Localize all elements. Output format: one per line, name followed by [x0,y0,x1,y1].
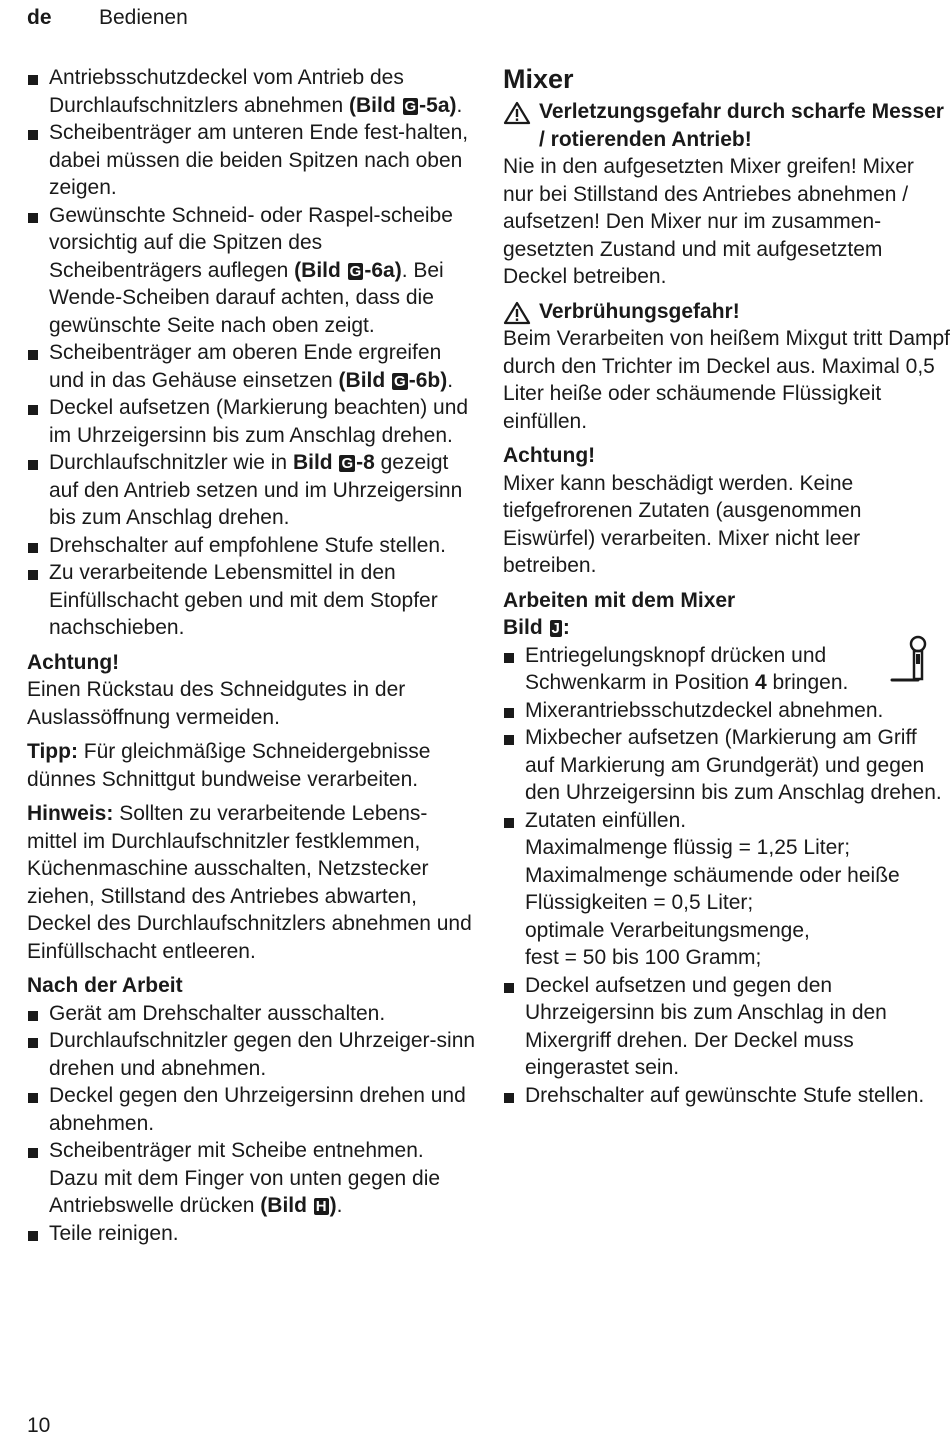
list-item: Deckel aufsetzen (Markierung beachten) und im Uhrzeigersinn bis zum Anschlag drehen. [27,394,477,449]
figure-reference: (Bild G -6a) [294,258,402,282]
tip-text: Für gleichmäßige Schneidergebnisse dünnes Schnittgut bundweise verarbeiten. [27,740,431,791]
hint-label: Hinweis: [27,802,114,825]
tip-note [27,738,477,793]
list-item: Mixerantriebsschutzdeckel abnehmen. [503,697,950,725]
hint-note [27,800,477,965]
achtung-text-right: Mixer kann beschädigt werden. Keine tiefgefrorenen Zutaten (ausgenommen Eiswürfel) verarbeiten. Mixer nicht leer betreiben. [503,471,862,577]
tip-label: Tipp: [27,740,78,763]
list-item: Deckel aufsetzen und gegen den Uhrzeigersinn bis zum Anschlag in den Mixergriff drehen. Der Deckel muss eingerastet sein. [503,972,950,1082]
warning-scald-title: Verbrühungsgefahr! [503,298,950,326]
list-item: Teile reinigen. [27,1220,477,1248]
after-work-list [27,1000,477,1248]
figure-letter-badge: G [394,372,406,390]
list-item: Durchlaufschnitzler gegen den Uhrzeiger-sinn drehen und abnehmen. [27,1027,477,1082]
list-item: Zu verarbeitende Lebensmittel in den Einfüllschacht geben und mit dem Stopfer nachschieben. [27,559,477,642]
achtung-text: Einen Rückstau des Schneidgutes in der Auslassöffnung vermeiden. [27,678,406,729]
list-item: Gewünschte Schneid- oder Raspel-scheibe vorsichtig auf die Spitzen des Scheibenträgers auflegen (Bild G -6a). Bei Wende-Scheiben darauf achten, dass die gewünschte Seite nach oben zeigt. [27,202,477,340]
list-item: Drehschalter auf empfohlene Stufe stellen. [27,532,477,560]
mixer-heading: Mixer [503,64,574,94]
after-work-title: Nach der Arbeit [27,974,183,997]
figure-reference: (Bild G -5a) [349,93,457,117]
figure-reference: (Bild G -6b) [338,368,448,392]
warning-triangle-icon [503,101,531,125]
figure-letter-badge: G [404,97,417,115]
figure-letter-badge: G [349,262,362,280]
list-item: Scheibenträger am oberen Ende ergreifen und in das Gehäuse einsetzen (Bild G -6b). [27,339,477,394]
page-number: 10 [27,1414,51,1437]
figure-reference: (Bild H ) [260,1194,337,1217]
list-item: Deckel gegen den Uhrzeigersinn drehen und abnehmen. [27,1082,477,1137]
working-with-mixer-section [503,587,950,1110]
list-item: Entriegelungsknopf drücken und Schwenkarm in Position 4 bringen. [503,642,950,697]
achtung-note-right [503,442,950,580]
list-item: Zutaten einfüllen. Maximalmenge flüssig = 1,25 Liter; Maximalmenge schäumende oder heiße Flüssigkeiten = 0,5 Liter; optimale Verarbeitungsmenge, fest = 50 bis 100 Gramm; [503,807,950,972]
right-column [503,64,950,1109]
list-item: Gerät am Drehschalter ausschalten. [27,1000,477,1028]
list-item: Scheibenträger mit Scheibe entnehmen. Dazu mit dem Finger von unten gegen die Antriebswelle drücken (Bild H ). [27,1137,477,1220]
figure-reference: Bild J : [503,616,570,639]
list-item: Scheibenträger am unteren Ende fest-halten, dabei müssen die beiden Spitzen nach oben zeigen. [27,119,477,202]
figure-reference: Bild G -8 [292,451,375,474]
left-column [27,64,477,1247]
list-item: Antriebsschutzdeckel vom Antrieb des Durchlaufschnitzlers abnehmen (Bild G -5a). [27,64,477,119]
working-with-mixer-title: Arbeiten mit dem Mixer [503,588,736,612]
section-title: Bedienen [99,6,188,29]
page-header [27,4,188,31]
achtung-title-right: Achtung! [503,444,596,467]
warning-scald-text: Beim Verarbeiten von heißem Mixgut tritt Dampf durch den Trichter im Deckel aus. Maximal 0,5 Liter heiße oder schäumende Flüssigkeit einfüllen. [503,327,950,433]
figure-letter-badge: H [315,1198,327,1215]
steps-list [27,64,477,642]
swivel-arm-position-icon [888,634,930,686]
achtung-title: Achtung! [27,650,120,674]
figure-letter-badge: J [551,620,560,637]
list-item: Drehschalter auf gewünschte Stufe stellen. [503,1082,950,1110]
achtung-note-left [27,649,477,732]
warning-injury-title: Verletzungsgefahr durch scharfe Messer / rotierenden Antrieb! [503,98,950,153]
warning-injury [503,98,950,291]
list-item: Durchlaufschnitzler wie in Bild G -8 gezeigt auf den Antrieb setzen und im Uhrzeigersinn bis zum Anschlag drehen. [27,449,477,532]
warning-injury-text: Nie in den aufgesetzten Mixer greifen! Mixer nur bei Stillstand des Antriebes abnehmen / aufsetzen! Den Mixer nur im zusammen-gesetzten Zustand und mit aufgesetztem Deckel betreiben. [503,155,914,288]
after-work-section [27,972,477,1247]
warning-triangle-icon [503,301,531,325]
warning-scald [503,298,950,436]
list-item: Mixbecher aufsetzen (Markierung am Griff auf Markierung am Grundgerät) und gegen den Uhrzeigersinn bis zum Anschlag drehen. [503,724,950,807]
figure-letter-badge: G [341,455,354,472]
mixer-steps-list [503,642,950,1110]
language-code: de [27,6,52,29]
hint-text: Sollten zu verarbeitende Lebens-mittel im Durchlaufschnitzler festklemmen, Küchenmaschine ausschalten, Netzstecker ziehen, Stillstand des Antriebes abwarten, Deckel des Durchlaufschnitzlers abnehmen und Einfüllschacht entleeren. [27,802,472,963]
